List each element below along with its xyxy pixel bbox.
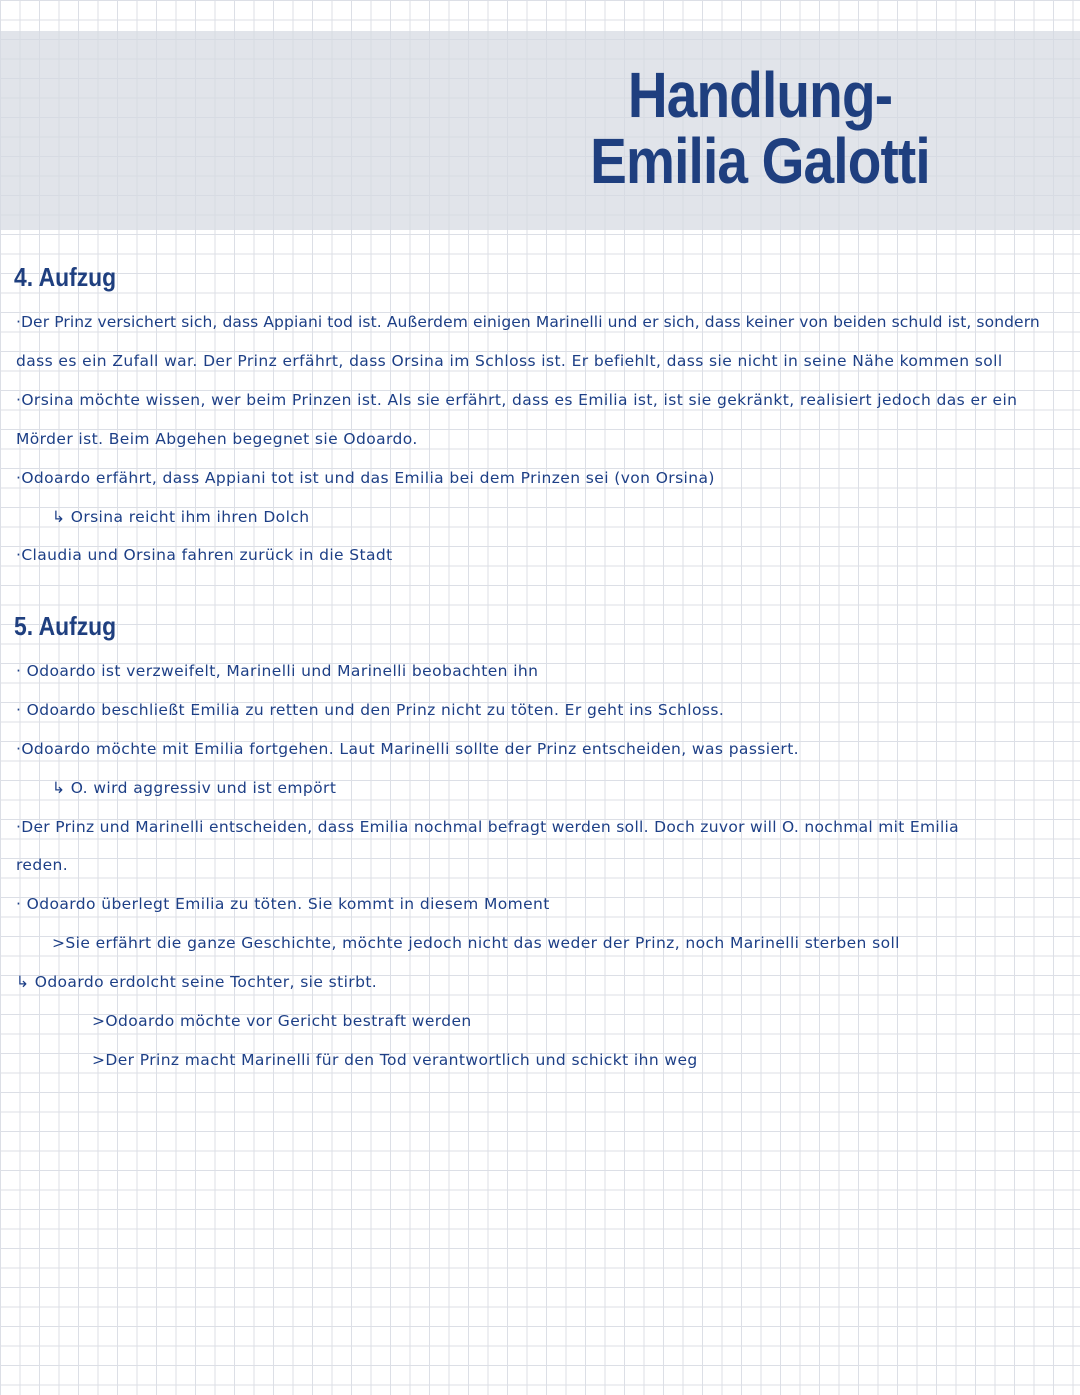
text-line: ·Odoardo erfährt, dass Appiani tot ist und das Emilia bei dem Prinzen sei (von Orsina) [16,469,715,487]
page-title [571,59,949,197]
text-line: ↳ Orsina reicht ihm ihren Dolch [52,508,310,526]
text-line: ·Der Prinz versichert sich, dass Appiani tod ist. Außerdem einigen Marinelli und er sich, dass keiner von beiden schuld ist, sondern [16,313,1040,331]
text-line: · Odoardo beschließt Emilia zu retten und den Prinz nicht zu töten. Er geht ins Schloss. [16,701,725,719]
text-line: ·Der Prinz und Marinelli entscheiden, dass Emilia nochmal befragt werden soll. Doch zuvor will O. nochmal mit Emilia [16,818,959,836]
text-line: Mörder ist. Beim Abgehen begegnet sie Odoardo. [16,430,418,448]
text-line: ↳ O. wird aggressiv und ist empört [52,779,337,797]
text-line: >Odoardo möchte vor Gericht bestraft werden [92,1012,472,1030]
text-line: · Odoardo überlegt Emilia zu töten. Sie kommt in diesem Moment [16,895,550,913]
section-heading-aufzug-5: 5. Aufzug [14,611,117,641]
page-title-line-1: Handlung- [627,59,893,131]
text-line: ·Orsina möchte wissen, wer beim Prinzen ist. Als sie erfährt, dass es Emilia ist, ist sie gekränkt, realisiert jedoch das er ein [16,391,1018,409]
page-title-line-2: Emilia Galotti [590,125,930,197]
text-line: ·Odoardo möchte mit Emilia fortgehen. Laut Marinelli sollte der Prinz entscheiden, was passiert. [16,740,799,758]
text-line: dass es ein Zufall war. Der Prinz erfährt, dass Orsina im Schloss ist. Er befiehlt, dass sie nicht in seine Nähe kommen soll [16,352,1003,370]
text-line: ↳ Odoardo erdolcht seine Tochter, sie stirbt. [16,973,378,991]
section-heading-aufzug-4: 4. Aufzug [14,262,117,292]
text-line: >Sie erfährt die ganze Geschichte, möchte jedoch nicht das weder der Prinz, noch Marinelli sterben soll [52,934,900,952]
text-line: >Der Prinz macht Marinelli für den Tod verantwortlich und schickt ihn weg [92,1051,698,1069]
text-line: · Odoardo ist verzweifelt, Marinelli und Marinelli beobachten ihn [16,662,539,680]
text-line: ·Claudia und Orsina fahren zurück in die Stadt [16,546,393,564]
text-line: reden. [16,856,69,874]
